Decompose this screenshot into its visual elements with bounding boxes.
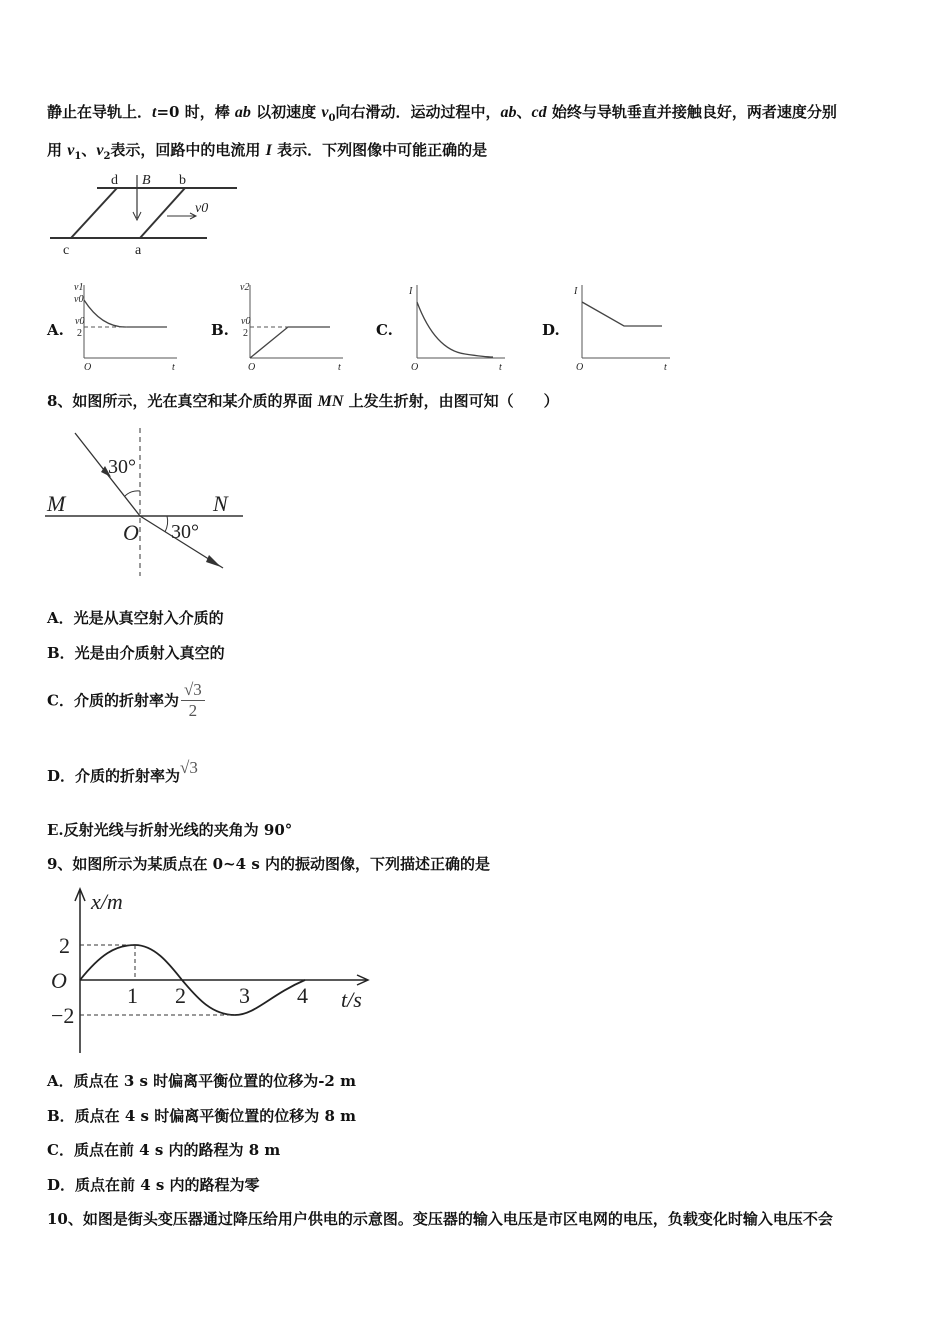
q8-option-c: C．介质的折射率为 $\frac{√3}{2}$ xyxy=(47,680,205,721)
svg-text:2: 2 xyxy=(77,328,82,339)
svg-text:t/s: t/s xyxy=(341,987,362,1012)
q7-option-a-label: A. xyxy=(47,321,64,339)
svg-text:O: O xyxy=(576,362,584,373)
svg-text:2: 2 xyxy=(59,933,70,958)
svg-text:O: O xyxy=(411,362,419,373)
svg-text:O: O xyxy=(51,968,67,993)
svg-text:v1: v1 xyxy=(74,282,84,293)
q8-option-a: A．光是从真空射入介质的 xyxy=(47,609,224,627)
q10-stem: 10、如图是街头变压器通过降压给用户供电的示意图。变压器的输入电压是市区电网的电压，负载变化时输入电压不会 xyxy=(47,1210,833,1228)
svg-text:t: t xyxy=(499,362,502,373)
q7-option-b-label: B. xyxy=(211,321,229,339)
svg-text:I: I xyxy=(574,286,578,297)
refraction-figure xyxy=(45,428,245,578)
svg-text:O: O xyxy=(84,362,92,373)
svg-text:v0: v0 xyxy=(74,294,84,305)
q9-stem: 9、如图所示为某质点在 0~4 s 内的振动图像，下列描述正确的是 xyxy=(47,855,490,873)
rails-figure xyxy=(45,170,245,260)
svg-text:−2: −2 xyxy=(51,1003,75,1028)
q7-stem-line1: 静止在导轨上．t=0 时，棒 ab 以初速度 $v_0$向右滑动．运动过程中，ab、cd 始终与导轨垂直并接触良好，两者速度分别 xyxy=(47,103,837,124)
oscillation-graph xyxy=(45,885,375,1055)
svg-text:B: B xyxy=(142,173,151,188)
q7-stem-line2: 用 $v_1$、$v_2$表示，回路中的电流用 I 表示．下列图像中可能正确的是 xyxy=(47,141,488,162)
q7-option-c-graph xyxy=(405,280,515,373)
q7-option-a-graph xyxy=(72,280,182,373)
svg-text:x/m: x/m xyxy=(91,889,123,914)
svg-text:1: 1 xyxy=(127,983,138,1008)
q8-option-e: E.反射光线与折射光线的夹角为 90° xyxy=(47,821,293,839)
svg-text:N: N xyxy=(213,491,228,516)
svg-text:O: O xyxy=(123,520,139,545)
svg-text:t: t xyxy=(338,362,341,373)
svg-text:O: O xyxy=(248,362,256,373)
svg-text:4: 4 xyxy=(297,983,308,1008)
svg-text:3: 3 xyxy=(239,983,250,1008)
q7-option-b-graph xyxy=(238,280,348,373)
svg-text:v0: v0 xyxy=(195,201,209,216)
q7-option-d-label: D. xyxy=(542,321,560,339)
q8-stem: 8、如图所示，光在真空和某介质的界面 MN 上发生折射，由图可知（ ） xyxy=(47,392,559,410)
svg-text:c: c xyxy=(63,243,70,258)
q8-option-b: B．光是由介质射入真空的 xyxy=(47,644,225,662)
q9-option-a: A．质点在 3 s 时偏离平衡位置的位移为-2 m xyxy=(47,1072,356,1090)
svg-text:30°: 30° xyxy=(108,456,136,478)
q9-option-d: D．质点在前 4 s 内的路程为零 xyxy=(47,1176,260,1194)
svg-text:2: 2 xyxy=(175,983,186,1008)
svg-text:30°: 30° xyxy=(171,521,199,543)
q7-option-c-label: C. xyxy=(376,321,393,339)
svg-text:M: M xyxy=(47,491,66,516)
svg-text:d: d xyxy=(111,173,118,188)
svg-text:a: a xyxy=(135,243,142,258)
q9-option-b: B．质点在 4 s 时偏离平衡位置的位移为 8 m xyxy=(47,1107,356,1125)
svg-text:b: b xyxy=(179,173,186,188)
q8-option-d: D．介质的折射率为√3 xyxy=(47,758,198,785)
svg-text:t: t xyxy=(172,362,175,373)
q9-option-c: C．质点在前 4 s 内的路程为 8 m xyxy=(47,1141,281,1159)
svg-text:t: t xyxy=(664,362,667,373)
svg-text:v0: v0 xyxy=(241,316,251,327)
svg-text:2: 2 xyxy=(243,328,248,339)
svg-text:I: I xyxy=(409,286,413,297)
svg-text:v0: v0 xyxy=(75,316,85,327)
q7-option-d-graph xyxy=(572,280,682,373)
svg-text:v2: v2 xyxy=(240,282,250,293)
